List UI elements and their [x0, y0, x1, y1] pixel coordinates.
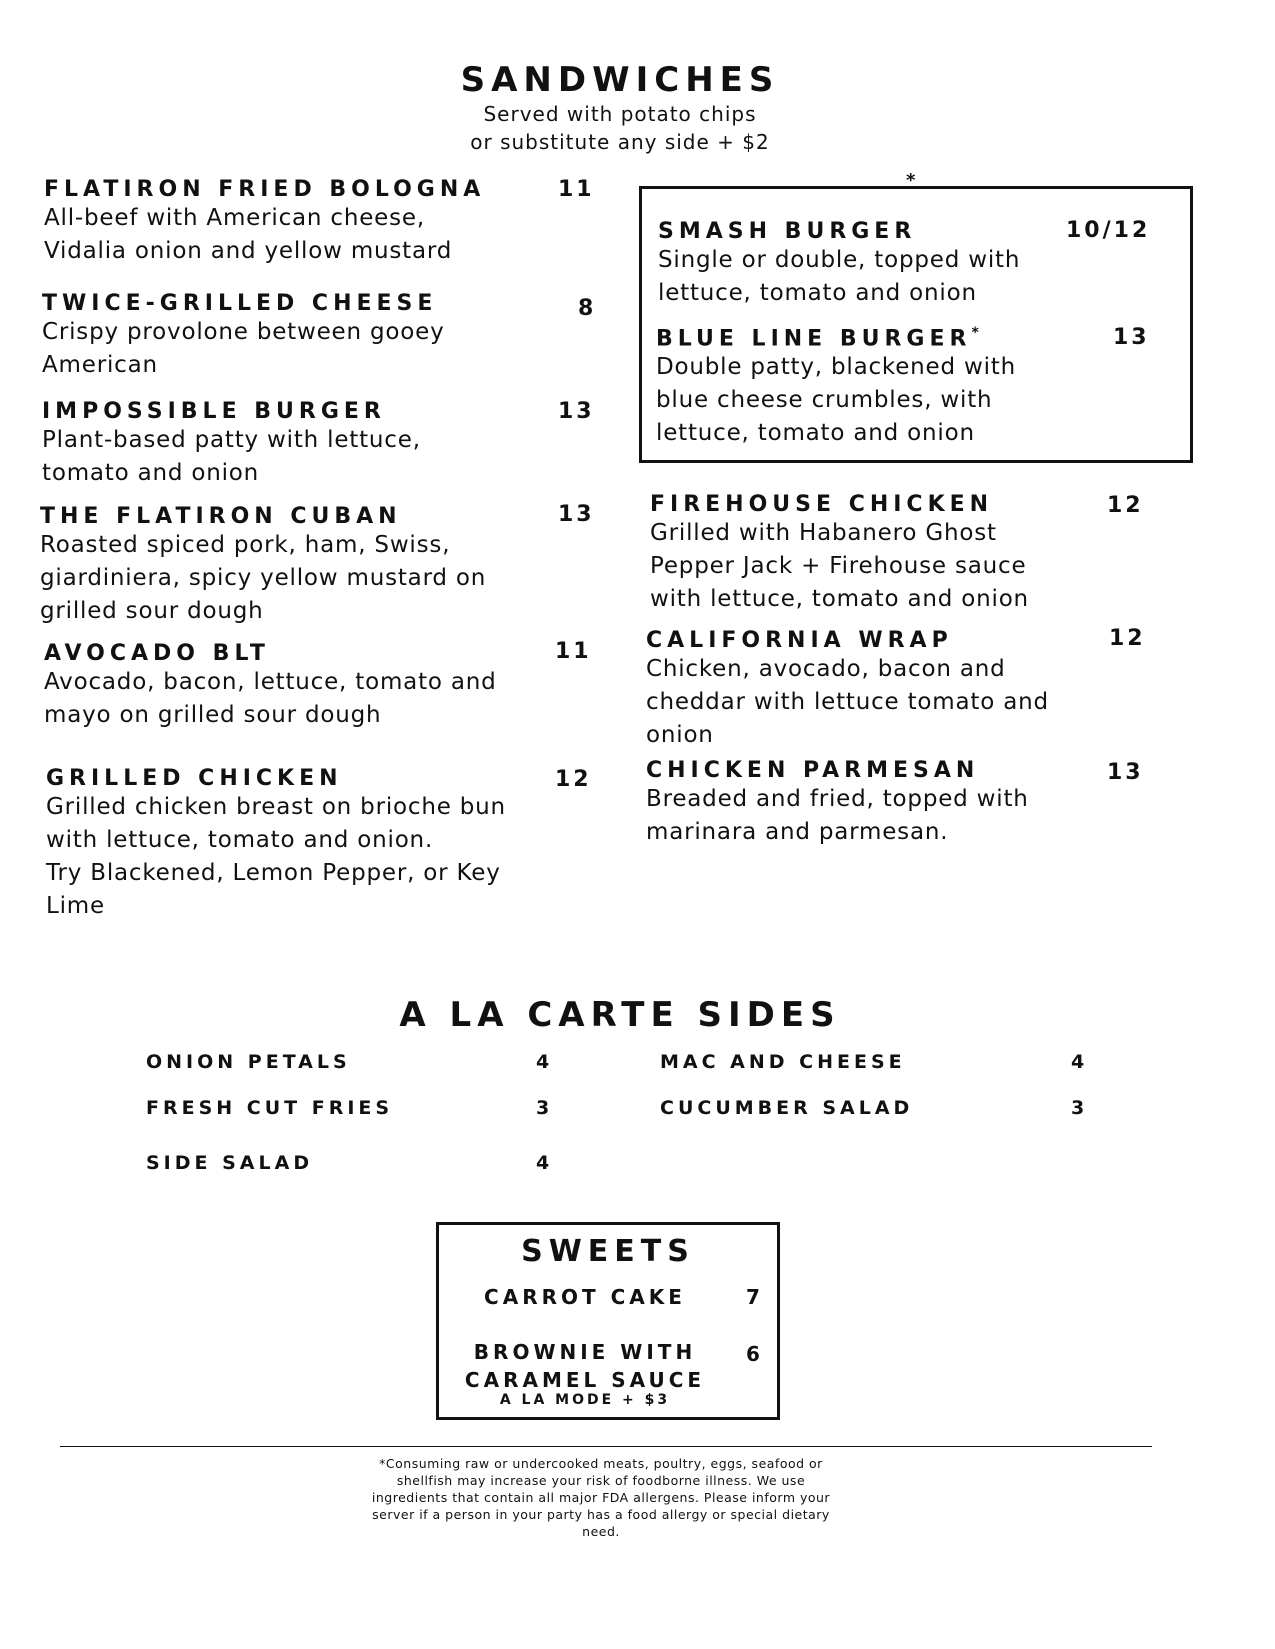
sweet-item-note: A LA MODE + $3: [499, 1392, 671, 1408]
side-item-name: FRESH CUT FRIES: [146, 1097, 394, 1119]
item-desc-line: Plant-based patty with lettuce,: [42, 427, 421, 453]
item-price: 12: [1109, 626, 1146, 651]
menu-item: [44, 177, 485, 268]
item-desc-line: lettuce, tomato and onion: [656, 420, 975, 447]
item-name: FLATIRON FRIED BOLOGNA: [44, 177, 486, 202]
side-item-price: 4: [1071, 1051, 1085, 1073]
item-desc-line: Double patty, blackened with: [656, 354, 1016, 381]
item-desc-line: grilled sour dough: [40, 598, 264, 624]
item-price: 8: [578, 296, 597, 321]
sweet-item-name-line2: CARAMEL SAUCE: [464, 1368, 706, 1392]
item-desc-line: Vidalia onion and yellow mustard: [44, 238, 453, 264]
item-desc-line: Pepper Jack + Firehouse sauce: [650, 553, 1027, 579]
item-desc-line: blue cheese crumbles, with: [656, 387, 993, 414]
burger-box-mark: *: [906, 170, 916, 191]
item-desc-line: onion: [646, 722, 714, 748]
item-desc-line: marinara and parmesan.: [646, 819, 949, 845]
item-desc-line: lettuce, tomato and onion: [658, 280, 977, 306]
item-name: THE FLATIRON CUBAN: [40, 504, 402, 529]
item-desc-line: with lettuce, tomato and onion: [650, 586, 1029, 612]
sweet-item-name: CARROT CAKE: [484, 1285, 686, 1309]
side-item-name: SIDE SALAD: [146, 1152, 314, 1174]
disclaimer-line: *Consuming raw or undercooked meats, poultry, eggs, seafood or: [379, 1456, 823, 1471]
item-desc-line: giardiniera, spicy yellow mustard on: [40, 565, 487, 591]
item-name: AVOCADO BLT: [44, 641, 270, 666]
sweet-item-price: 7: [746, 1285, 760, 1309]
menu-item: [646, 628, 1049, 752]
side-item-price: 3: [536, 1097, 550, 1119]
item-desc-line: Grilled with Habanero Ghost: [650, 520, 997, 546]
item-desc-line: Crispy provolone between gooey: [42, 319, 445, 345]
item-price: 10/12: [1066, 218, 1151, 243]
menu-item: [646, 758, 1029, 849]
menu-item: [44, 641, 497, 732]
sandwiches-subtitle-2: or substitute any side + $2: [470, 130, 770, 154]
side-item-name: MAC AND CHEESE: [660, 1051, 906, 1073]
item-name: CALIFORNIA WRAP: [646, 628, 953, 653]
item-name: CHICKEN PARMESAN: [646, 758, 980, 783]
item-name: FIREHOUSE CHICKEN: [650, 492, 994, 517]
menu-item: [46, 766, 506, 923]
item-desc-line: Try Blackened, Lemon Pepper, or Key: [46, 860, 501, 886]
item-name: TWICE-GRILLED CHEESE: [42, 291, 438, 316]
item-desc-line: cheddar with lettuce tomato and: [646, 689, 1049, 715]
item-name-text: BLUE LINE BURGER: [656, 326, 972, 352]
menu-item: [656, 325, 1016, 450]
raw-warning-mark: *: [971, 325, 984, 341]
sweets-title: SWEETS: [521, 1234, 695, 1269]
item-price: 12: [1107, 493, 1144, 518]
item-desc-line: Chicken, avocado, bacon and: [646, 656, 1006, 682]
footer-divider: [60, 1446, 1152, 1447]
menu-item: [42, 291, 445, 382]
item-desc-line: Single or double, topped with: [658, 247, 1021, 273]
item-desc-line: Lime: [46, 893, 105, 919]
item-price: 13: [1113, 325, 1150, 350]
item-desc-line: Roasted spiced pork, ham, Swiss,: [40, 532, 451, 558]
item-price: 13: [558, 502, 595, 527]
item-desc-line: Breaded and fried, topped with: [646, 786, 1029, 812]
menu-item: [42, 399, 421, 490]
item-desc-line: tomato and onion: [42, 460, 260, 486]
item-name: SMASH BURGER: [658, 219, 917, 244]
item-price: 11: [558, 177, 595, 202]
side-item-price: 4: [536, 1051, 550, 1073]
menu-item: [658, 219, 1020, 310]
sides-title: A LA CARTE SIDES: [399, 995, 841, 1035]
item-name: IMPOSSIBLE BURGER: [42, 399, 386, 424]
item-desc-line: All-beef with American cheese,: [44, 205, 425, 231]
item-price: 13: [558, 399, 595, 424]
sweet-item-name: BROWNIE WITH: [473, 1340, 697, 1364]
disclaimer-line: server if a person in your party has a food allergy or special dietary: [372, 1507, 830, 1522]
side-item-price: 3: [1071, 1097, 1085, 1119]
allergy-disclaimer: [300, 1455, 902, 1540]
menu-item: [40, 504, 486, 628]
item-price: 12: [555, 767, 592, 792]
item-desc-line: Grilled chicken breast on brioche bun: [46, 794, 506, 820]
sandwiches-title: SANDWICHES: [460, 60, 780, 100]
side-item-name: ONION PETALS: [146, 1051, 351, 1073]
item-desc-line: Avocado, bacon, lettuce, tomato and: [44, 669, 497, 695]
item-desc-line: American: [42, 352, 158, 378]
item-name: [656, 325, 1016, 351]
disclaimer-line: shellfish may increase your risk of foodborne illness. We use: [396, 1473, 806, 1488]
disclaimer-line: ingredients that contain all major FDA allergens. Please inform your: [371, 1490, 831, 1505]
item-desc-line: with lettuce, tomato and onion.: [46, 827, 434, 853]
side-item-name: CUCUMBER SALAD: [660, 1097, 914, 1119]
disclaimer-line: need.: [582, 1524, 620, 1539]
item-price: 13: [1107, 760, 1144, 785]
sandwiches-subtitle-1: Served with potato chips: [483, 102, 757, 126]
item-desc-line: mayo on grilled sour dough: [44, 702, 382, 728]
menu-item: [650, 492, 1029, 616]
item-price: 11: [555, 639, 592, 664]
item-name: GRILLED CHICKEN: [46, 766, 343, 791]
sweet-item-price: 6: [746, 1342, 760, 1366]
side-item-price: 4: [536, 1152, 550, 1174]
